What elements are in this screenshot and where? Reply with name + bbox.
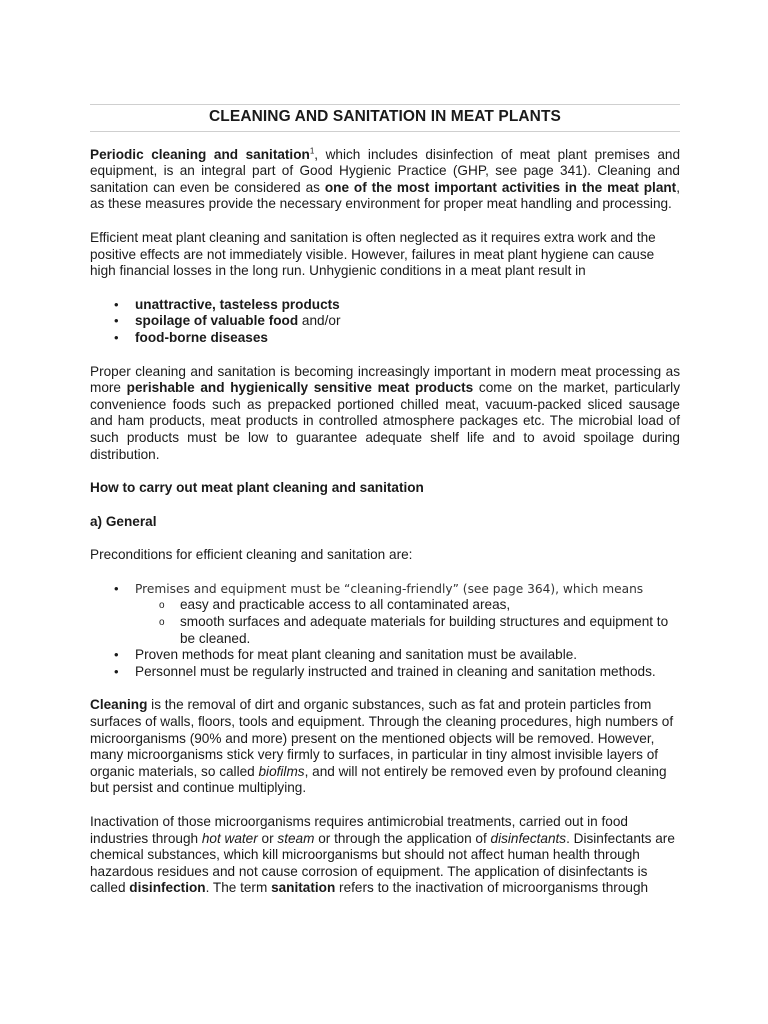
section-heading: How to carry out meat plant cleaning and sanitation — [90, 480, 424, 496]
paragraph-intro: Periodic cleaning and sanitation$^1$, which includes disinfection of meat plant premises and equipment, is an integral part of Good Hygienic Practice (GHP, see page 341). Cleaning and sanitation can even be considered as one of the most important activities in the meat plant, as these measures provide the necessary environment for proper meat handling and processing. — [90, 146, 680, 212]
list-item: • Premises and equipment must be “cleaning-friendly” (see page 364), which means o easy and practicable access to all contaminated areas, o smooth surfaces and adequate materials for building structures and equipment to be cleaned. — [90, 581, 680, 647]
term-biofilms: biofilms — [258, 763, 305, 779]
list-item: • spoilage of valuable food and/or — [90, 313, 680, 330]
term-cleaning: Cleaning — [90, 697, 148, 713]
list-item: • food-borne diseases — [90, 330, 680, 347]
list-item: • Proven methods for meat plant cleaning and sanitation must be available. — [90, 647, 680, 664]
list-item: • Personnel must be regularly instructed and trained in cleaning and sanitation methods. — [90, 664, 680, 681]
sub-list — [135, 597, 680, 647]
list-item: • unattractive, tasteless products — [90, 297, 680, 314]
title-rule — [90, 131, 680, 132]
paragraph-preconditions: Preconditions for efficient cleaning and sanitation are: — [90, 547, 413, 563]
subsection-heading: a) General — [90, 513, 157, 529]
document-page — [90, 104, 680, 914]
paragraph-efficiency: Efficient meat plant cleaning and sanitation is often neglected as it requires extra work and the positive effects are not immediately visible. However, failures in meat plant hygiene can cause high financial losses in the long run. Unhygienic conditions in a meat plant result in — [90, 229, 656, 279]
document-title: CLEANING AND SANITATION IN MEAT PLANTS — [209, 108, 561, 125]
sub-list-item: o easy and practicable access to all contaminated areas, — [135, 597, 680, 614]
paragraph-cleaning-definition: Cleaning is the removal of dirt and organic substances, such as fat and protein particles from surfaces of walls, floors, tools and equipment. Through the cleaning procedures, high numbers of microorganisms (90% and more) present on the mentioned objects will be removed. However, many microorganisms stick very firmly to surfaces, in particular in tiny almost invisible layers of organic materials, so called biofilms, and will not entirely be removed even by profound cleaning but persist and continue multiplying. — [90, 697, 674, 796]
footnote-link[interactable]: 1 — [309, 146, 315, 156]
term-disinfection: disinfection — [129, 880, 206, 896]
emphasis-perishable-products: perishable and hygienically sensitive meat products — [126, 380, 474, 396]
paragraph-inactivation: Inactivation of those microorganisms requires antimicrobial treatments, carried out in food industries through hot water or steam or through the application of disinfectants. Disinfectants are chemical substances, which kill microorganisms but should not affect human health through hazardous residues and not cause corrosion of equipment. The application of disinfectants is called disinfection. The term sanitation refers to the inactivation of microorganisms through — [90, 814, 675, 896]
bullet-list-consequences — [90, 297, 680, 347]
term-sanitation: sanitation — [271, 880, 336, 896]
sub-list-item: o smooth surfaces and adequate materials for building structures and equipment to be cleaned. — [135, 614, 680, 647]
paragraph-modern-processing: Proper cleaning and sanitation is becoming increasingly important in modern meat processing as more perishable and hygienically sensitive meat products come on the market, particularly convenience foods such as prepacked portioned chilled meat, vacuum-packed sliced sausage and ham products, meat products in controlled atmosphere packages etc. The microbial load of such products must be low to guarantee adequate shelf life and to avoid spoilage during distribution. — [90, 363, 681, 462]
emphasis-important-activities: one of the most important activities in the meat plant — [324, 179, 677, 195]
term-periodic-cleaning: Periodic cleaning and sanitation — [90, 146, 310, 162]
bullet-list-preconditions — [90, 581, 680, 681]
